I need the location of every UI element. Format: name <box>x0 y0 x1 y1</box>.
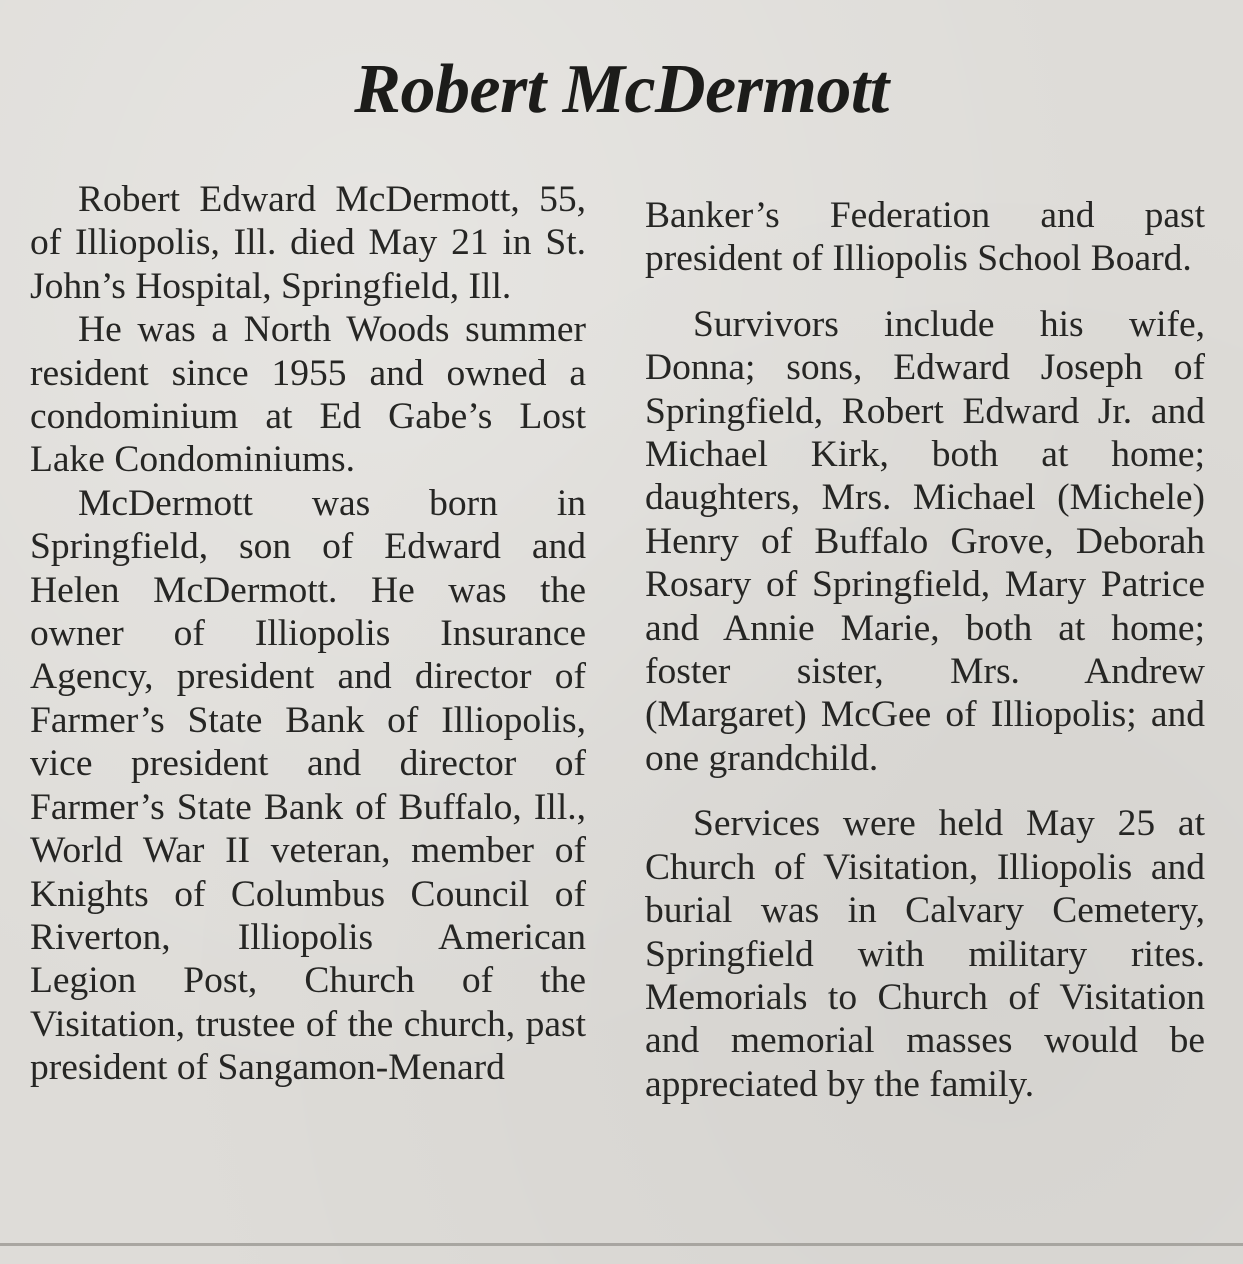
paragraph-death-notice: Robert Edward McDermott, 55, of Illiopolis, Ill. died May 21 in St. John’s Hospital, Springfield, Ill. <box>30 179 586 307</box>
paragraph-survivors: Survivors include his wife, Donna; sons, Edward Joseph of Springfield, Robert Edward Jr. and Michael Kirk, both at home; daughters, Mrs. Michael (Michele) Henry of Buffalo Grove, Deborah Rosary of Springfield, Mary Patrice and Annie Marie, both at home; foster sister, Mrs. Andrew (Margaret) McGee of Illiopolis; and one grandchild. <box>645 303 1205 779</box>
paragraph-services: Services were held May 25 at Church of Visitation, Illiopolis and burial was in Calvary Cemetery, Springfield with military rites. Memorials to Church of Visitation and memorial masses would be appreciated by the family. <box>645 803 1205 1105</box>
obituary-title: Robert McDermott <box>354 51 889 128</box>
paragraph-north-woods: He was a North Woods summer resident since 1955 and owned a condominium at Ed Gabe’s Lost Lake Condominiums. <box>30 309 586 481</box>
right-column <box>645 194 1205 1106</box>
clipping-edge-divider <box>0 1243 1243 1246</box>
paragraph-biography: McDermott was born in Springfield, son of Edward and Helen McDermott. He was the owner of Illiopolis Insurance Agency, president and director of Farmer’s State Bank of Illiopolis, vice president and director of Farmer’s State Bank of Buffalo, Ill., World War II veteran, member of Knights of Columbus Council of Riverton, Illiopolis American Legion Post, Church of the Visitation, trustee of the church, past president of Sangamon-Menard <box>30 482 586 1089</box>
left-column <box>30 178 586 1090</box>
paragraph-biography-continued: Banker’s Federation and past president of Illiopolis School Board. <box>645 195 1205 280</box>
